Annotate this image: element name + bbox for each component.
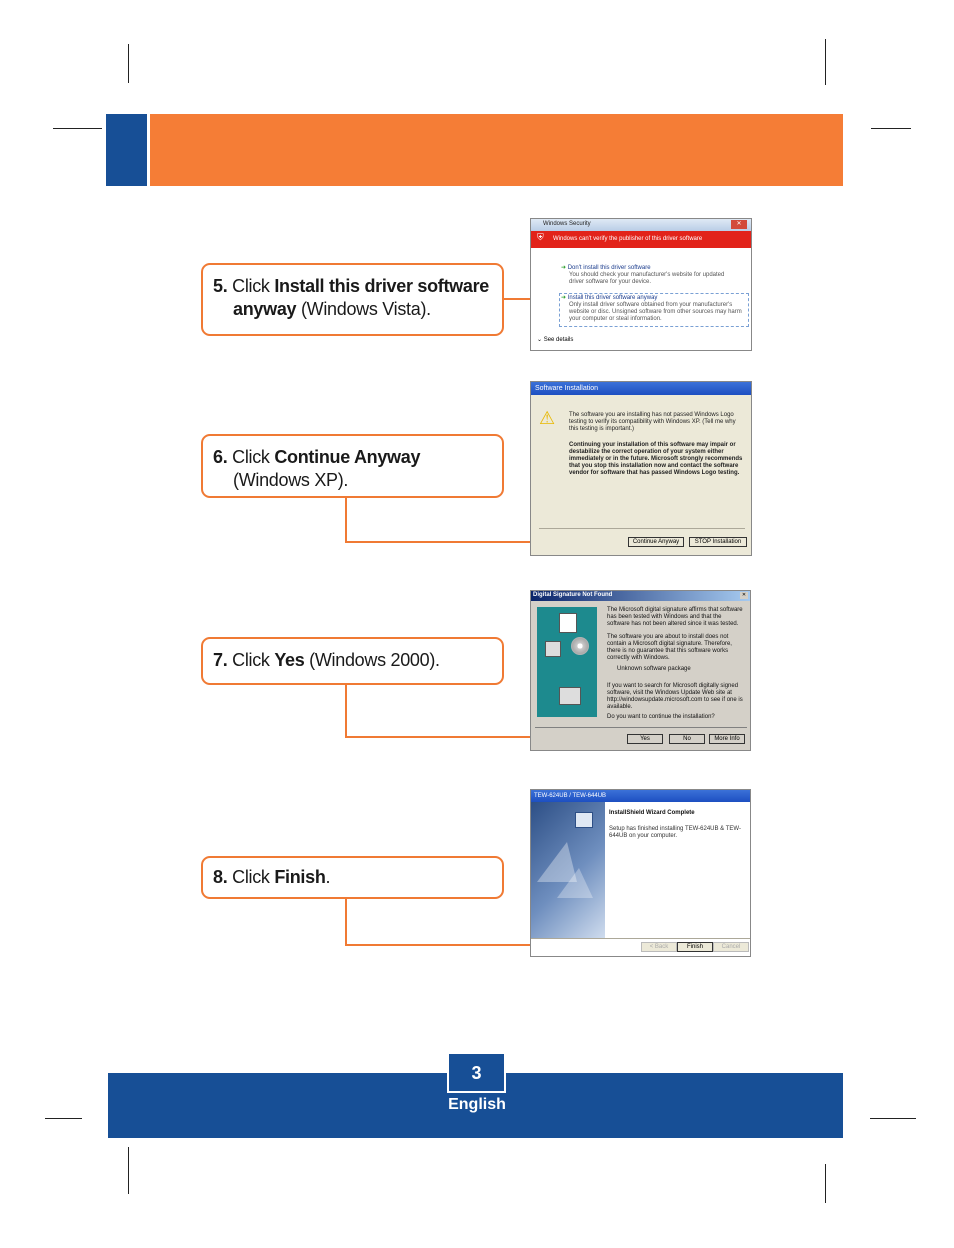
step-7-callout bbox=[201, 637, 504, 685]
back-button[interactable]: < Back bbox=[641, 942, 677, 952]
wizard-side-panel bbox=[531, 802, 605, 938]
option-desc: You should check your manufacturer's website for updated driver software for your device. bbox=[569, 272, 725, 285]
header-orange-bar bbox=[150, 114, 843, 186]
disc-icon bbox=[571, 637, 589, 655]
crop-mark bbox=[870, 1118, 916, 1119]
wizard-heading: InstallShield Wizard Complete bbox=[609, 810, 695, 816]
divider bbox=[539, 528, 745, 529]
step-text: Click bbox=[232, 447, 275, 467]
step-8-callout bbox=[201, 856, 504, 899]
w2k-text bbox=[607, 607, 745, 721]
option-desc: Only install driver software obtained from your manufacturer's website or disc. Unsigned software from other sources may harm your computer or steal information. bbox=[569, 302, 742, 322]
step-text: (Windows Vista). bbox=[296, 299, 431, 319]
page-number: 3 bbox=[447, 1052, 506, 1093]
arrow-icon: ➜ bbox=[561, 295, 567, 301]
installshield-complete-dialog bbox=[530, 789, 751, 957]
dialog-title: Digital Signature Not Found bbox=[533, 592, 613, 598]
step-number: 7. bbox=[213, 650, 228, 670]
close-icon[interactable]: ✕ bbox=[741, 592, 747, 598]
divider bbox=[535, 727, 747, 728]
step-text: (Windows 2000). bbox=[304, 650, 440, 670]
installer-icon bbox=[575, 812, 593, 828]
cancel-button[interactable]: Cancel bbox=[713, 942, 749, 952]
crop-mark bbox=[825, 1164, 826, 1203]
step-action: Install this driver software bbox=[274, 276, 489, 296]
option-title: Install this driver software anyway bbox=[567, 295, 658, 301]
step-number: 6. bbox=[213, 447, 228, 467]
step-text: . bbox=[325, 867, 331, 887]
step-text: Click bbox=[232, 276, 275, 296]
paragraph: The Microsoft digital signature affirms that software has been tested with Windows and that the software has not been altered since it was tested. bbox=[607, 607, 743, 627]
warning-banner: Windows can't verify the publisher of this driver software bbox=[553, 236, 703, 242]
step-number: 8. bbox=[213, 867, 228, 887]
step-text: Click bbox=[232, 650, 275, 670]
crop-mark bbox=[45, 1118, 82, 1119]
chevron-down-icon: ⌄ bbox=[537, 337, 543, 343]
header-blue-block bbox=[106, 114, 147, 186]
step-action: Continue Anyway bbox=[274, 447, 421, 467]
step-text: (Windows XP). bbox=[233, 470, 349, 490]
arrow-icon: ➜ bbox=[561, 265, 567, 271]
stop-installation-button[interactable]: STOP Installation bbox=[689, 537, 747, 547]
question-text: Do you want to continue the installation? bbox=[607, 714, 715, 720]
paragraph: Continuing your installation of this software may impair or destabilize the correct operation of your system either immediately or in the future. Microsoft strongly recommends that you stop this installation now and contact the software vendor for software that has passed Windows Logo testing. bbox=[569, 442, 743, 476]
xp-warning-text bbox=[569, 412, 745, 477]
crop-mark bbox=[871, 128, 911, 129]
details-label: See details bbox=[543, 337, 574, 343]
warning-icon: ⚠ bbox=[539, 408, 556, 428]
wizard-graphic bbox=[557, 868, 593, 898]
see-details-toggle[interactable] bbox=[537, 337, 573, 344]
connector-line bbox=[345, 898, 347, 946]
divider bbox=[531, 938, 751, 939]
dialog-title: Software Installation bbox=[531, 382, 751, 395]
paragraph: The software you are installing has not passed Windows Logo testing to verify its compatibility with Windows XP. (Tell me why this testing is important.) bbox=[569, 412, 736, 432]
document-icon bbox=[559, 613, 577, 633]
yes-button[interactable]: Yes bbox=[627, 734, 663, 744]
w2k-digital-signature-dialog bbox=[530, 590, 751, 751]
no-button[interactable]: No bbox=[669, 734, 705, 744]
step-number: 5. bbox=[213, 276, 228, 296]
step-action: Finish bbox=[274, 867, 326, 887]
finish-button[interactable]: Finish bbox=[677, 942, 713, 952]
option-install-anyway[interactable] bbox=[559, 293, 749, 327]
option-dont-install[interactable] bbox=[561, 265, 741, 286]
wizard-desc: Setup has finished installing TEW-624UB & TEW-644UB on your computer. bbox=[609, 826, 741, 839]
dialog-title: TEW-624UB / TEW-644UB bbox=[531, 790, 750, 802]
shield-icon: ⛨ bbox=[537, 232, 544, 242]
connector-line bbox=[345, 497, 347, 543]
close-icon[interactable]: ✕ bbox=[731, 220, 747, 229]
option-title: Don't install this driver software bbox=[567, 265, 651, 271]
paragraph: The software you are about to install does not contain a Microsoft digital signature. Therefore, there is no guarantee that this software works correctly with Windows. bbox=[607, 634, 732, 661]
continue-anyway-button[interactable]: Continue Anyway bbox=[628, 537, 684, 547]
crop-mark bbox=[53, 128, 102, 129]
connector-line bbox=[345, 684, 347, 738]
package-name: Unknown software package bbox=[617, 666, 691, 672]
step-6-callout bbox=[201, 434, 504, 498]
step-5-callout bbox=[201, 263, 504, 336]
xp-software-installation-dialog bbox=[530, 381, 752, 556]
vista-security-dialog bbox=[530, 218, 752, 351]
language-label: English bbox=[448, 1096, 506, 1113]
more-info-button[interactable]: More Info bbox=[709, 734, 745, 744]
paragraph: If you want to search for Microsoft digitally signed software, visit the Windows Update Web site at http://windowsupdate.microsoft.com to see if one is available. bbox=[607, 683, 743, 710]
crop-mark bbox=[825, 39, 826, 85]
crop-mark bbox=[128, 1147, 129, 1194]
step-text: Click bbox=[232, 867, 275, 887]
crop-mark bbox=[128, 44, 129, 83]
floppy-icon bbox=[545, 641, 561, 657]
computer-icon bbox=[559, 687, 581, 705]
dialog-title: Windows Security bbox=[543, 221, 591, 227]
step-action-cont: anyway bbox=[233, 299, 297, 319]
signature-illustration bbox=[537, 607, 597, 717]
step-action: Yes bbox=[274, 650, 305, 670]
